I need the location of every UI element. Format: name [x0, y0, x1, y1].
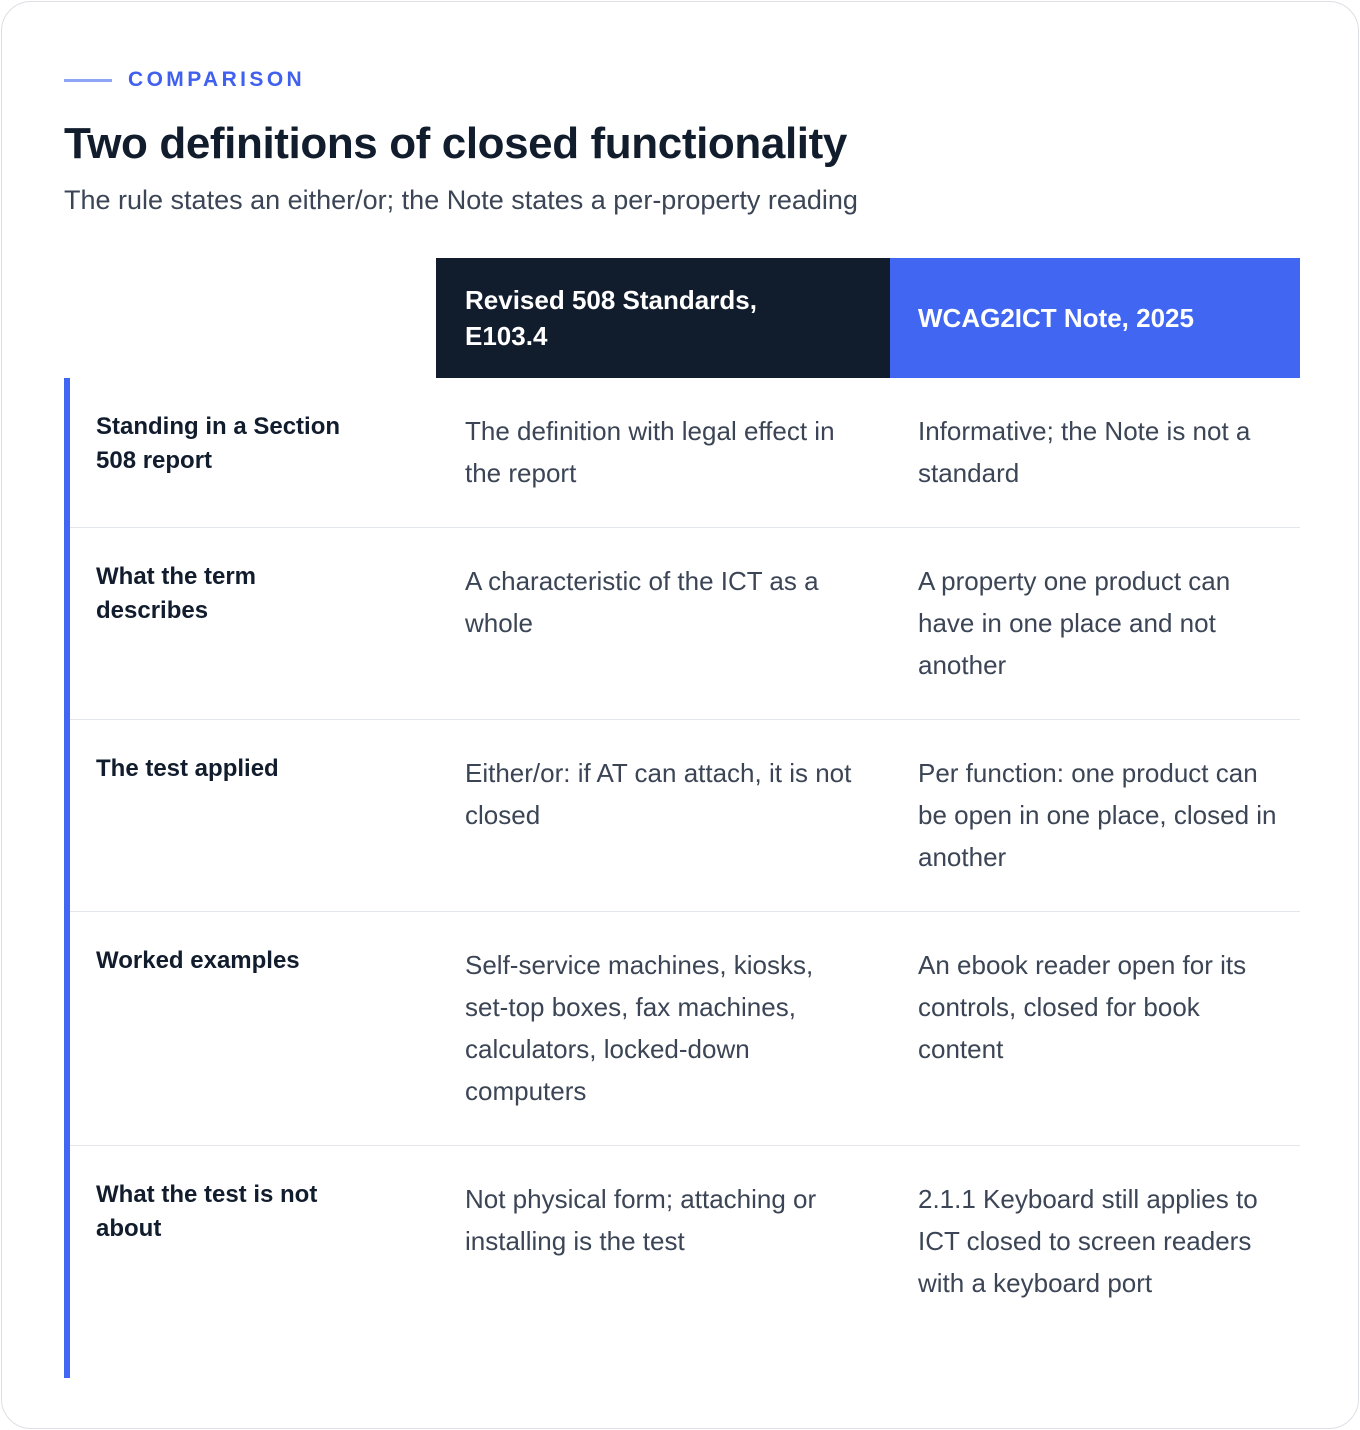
row-label: Worked examples	[96, 947, 300, 974]
table-row	[70, 912, 1300, 1146]
eyebrow-rule	[64, 79, 112, 82]
comparison-card	[1, 1, 1359, 1429]
cell-revised-508: Not physical form; attaching or installing is the test	[465, 1184, 817, 1256]
cell-wcag2ict: Per function: one product can be open in one place, closed in another	[918, 758, 1277, 872]
cell-wcag2ict: 2.1.1 Keyboard still applies to ICT closed to screen readers with a keyboard port	[918, 1184, 1258, 1298]
column-header-wcag2ict	[890, 258, 1300, 378]
page-title: Two definitions of closed functionality	[64, 119, 847, 168]
cell-revised-508: The definition with legal effect in the report	[465, 416, 835, 488]
row-label: The test applied	[96, 755, 279, 782]
cell-wcag2ict: An ebook reader open for its controls, closed for book content	[918, 950, 1247, 1064]
row-label: What the term describes	[96, 563, 257, 624]
page-subtitle: The rule states an either/or; the Note states a per-property reading	[64, 185, 858, 215]
row-label: What the test is not about	[96, 1181, 318, 1242]
table-row	[70, 1146, 1300, 1378]
cell-wcag2ict: Informative; the Note is not a standard	[918, 416, 1251, 488]
row-label: Standing in a Section 508 report	[96, 413, 341, 474]
table-row	[70, 378, 1300, 528]
column-header-revised-508	[436, 258, 890, 378]
table-row	[70, 528, 1300, 720]
table-row	[70, 720, 1300, 912]
cell-revised-508: A characteristic of the ICT as a whole	[465, 566, 819, 638]
eyebrow	[64, 66, 305, 94]
column-header-label: Revised 508 Standards, E103.4	[465, 285, 757, 351]
eyebrow-label: COMPARISON	[128, 68, 306, 91]
cell-revised-508: Either/or: if AT can attach, it is not closed	[465, 758, 852, 830]
cell-wcag2ict: A property one product can have in one place and not another	[918, 566, 1231, 680]
column-header-label: WCAG2ICT Note, 2025	[918, 303, 1194, 333]
cell-revised-508: Self-service machines, kiosks, set-top boxes, fax machines, calculators, locked-down computers	[465, 950, 814, 1106]
